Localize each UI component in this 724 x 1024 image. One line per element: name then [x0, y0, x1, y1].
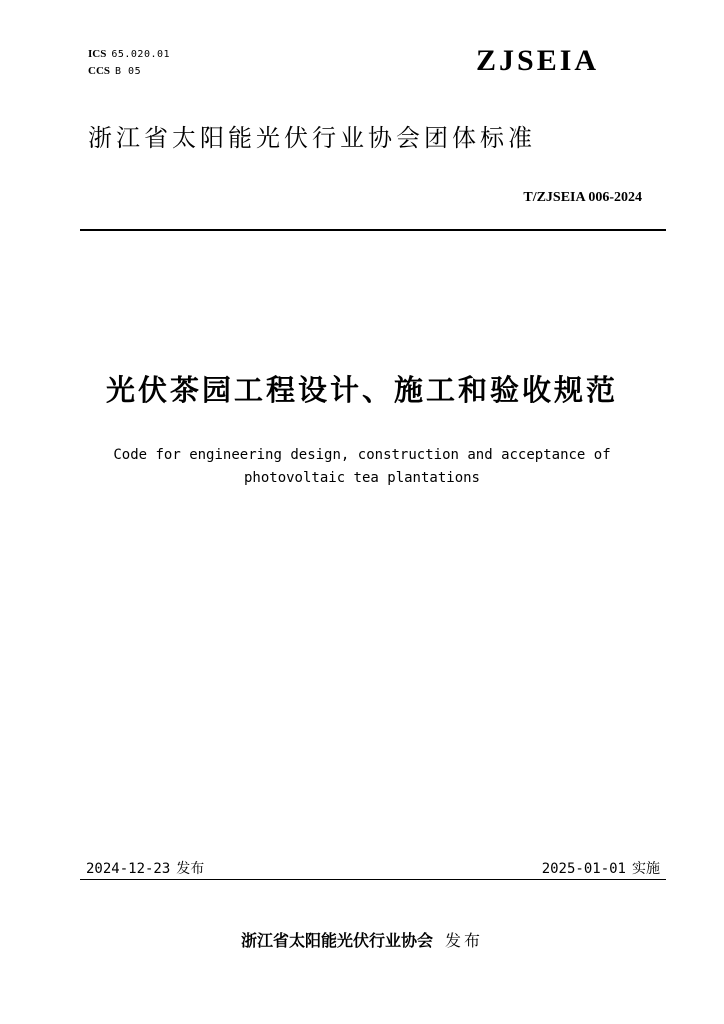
- ccs-value: B 05: [115, 66, 142, 77]
- ics-line: [88, 46, 170, 63]
- header-divider: [80, 229, 666, 231]
- english-title-line-2: photovoltaic tea plantations: [243, 470, 480, 486]
- association-logo-text: ZJSEIA: [476, 44, 600, 77]
- issuing-organization: 浙江省太阳能光伏行业协会: [240, 931, 433, 950]
- standard-title-chinese: 光伏茶园工程设计、施工和验收规范: [105, 373, 618, 407]
- ccs-label: CCS: [88, 65, 111, 77]
- footer-divider: [80, 879, 666, 880]
- implement-date: 2025-01-01: [541, 861, 626, 877]
- ics-value: 65.020.01: [111, 49, 171, 60]
- english-title-line-1: Code for engineering design, construction and acceptance of: [113, 447, 611, 463]
- ics-label: ICS: [88, 48, 107, 60]
- implement-label: 实施: [632, 861, 660, 877]
- implement-date-block: [542, 858, 660, 878]
- standard-title-english: [60, 444, 664, 490]
- standard-number: T/ZJSEIA 006-2024: [523, 190, 642, 205]
- issuer-line: [0, 928, 724, 951]
- issue-action: 发布: [445, 931, 484, 950]
- publish-date-block: [86, 858, 204, 878]
- publish-label: 发布: [176, 861, 205, 877]
- ccs-line: [88, 63, 170, 80]
- classification-codes: [88, 46, 170, 80]
- standard-type-heading: 浙江省太阳能光伏行业协会团体标准: [88, 124, 536, 152]
- publish-date: 2024-12-23: [86, 861, 171, 877]
